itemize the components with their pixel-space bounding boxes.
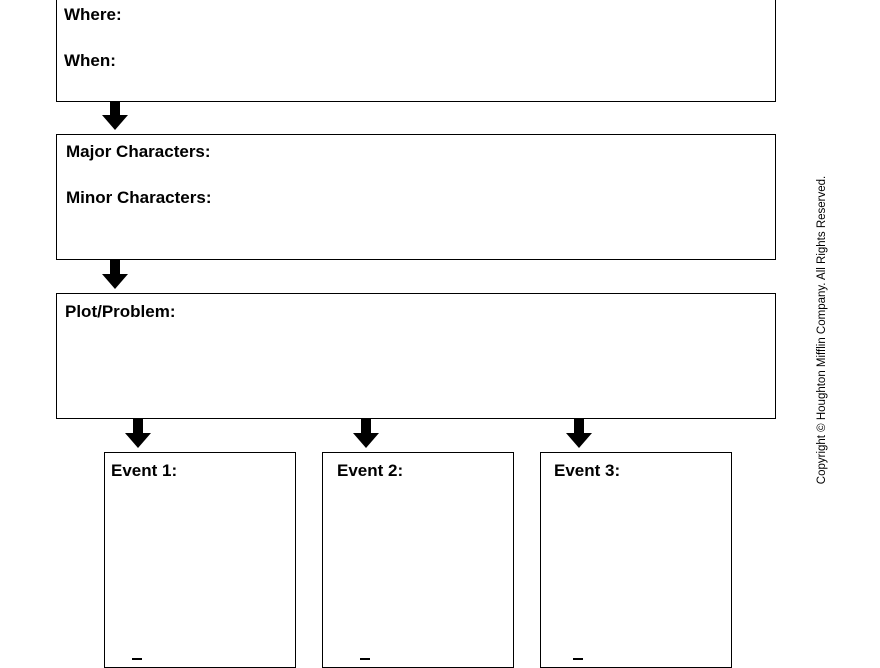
setting-box [56,0,776,102]
event-3-box [540,452,732,668]
event-1-box [104,452,296,668]
event-2-label: Event 2: [337,461,404,480]
minor-characters-label: Minor Characters: [66,188,212,207]
plot-problem-label: Plot/Problem: [65,302,176,321]
event-1-label: Event 1: [111,461,178,480]
arrow-down-icon [101,260,129,290]
copyright-text: Copyright © Houghton Mifflin Company. All Rights Reserved. [816,175,828,485]
event-2-box [322,452,514,668]
arrow-down-icon [565,419,593,449]
arrow-down-icon [352,419,380,449]
major-characters-label: Major Characters: [66,142,211,161]
arrow-down-icon [124,419,152,449]
when-label: When: [64,51,116,70]
event-3-label: Event 3: [554,461,621,480]
arrow-down-icon [101,101,129,131]
where-label: Where: [64,5,122,24]
